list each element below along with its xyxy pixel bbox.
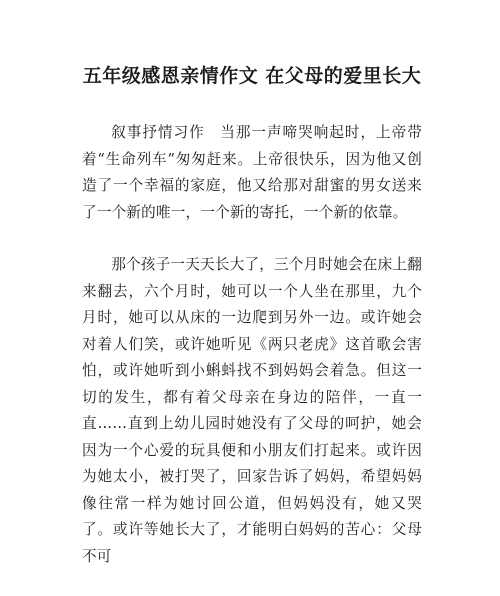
paragraph-1: 叙事抒情习作 当那一声啼哭响起时，上帝带着“生命列车”匆匆赶来。上帝很快乐，因为他又创造了一个幸福的家庭，他又给那对甜蜜的男女送来了一个新的唯一，一个新的寄托，一个新的依靠。 bbox=[82, 124, 422, 221]
document-body bbox=[82, 120, 422, 570]
paragraph-2: 那个孩子一天天长大了，三个月时她会在床上翻来翻去，六个月时，她可以一个人坐在那里，九个月时，她可以从床的一边爬到另外一边。或许她会对着人们笑，或许她听见《两只老虎》这首歌会害怕，或许她听到小蝌蚪找不到妈妈会着急。但这一切的发生，都有着父母亲在身边的陪伴，一直一直……直到上幼儿园时她没有了父母的呵护，她会因为一个心爱的玩具便和小朋友们打起来。或许因为她太小，被打哭了，回家告诉了妈妈，希望妈妈像往常一样为她讨回公道，但妈妈没有，她又哭了。或许等她长大了，才能明白妈妈的苦心：父母不可 bbox=[82, 256, 422, 565]
document-title: 五年级感恩亲情作文 在父母的爱里长大 bbox=[82, 65, 422, 87]
document-page bbox=[82, 62, 422, 596]
